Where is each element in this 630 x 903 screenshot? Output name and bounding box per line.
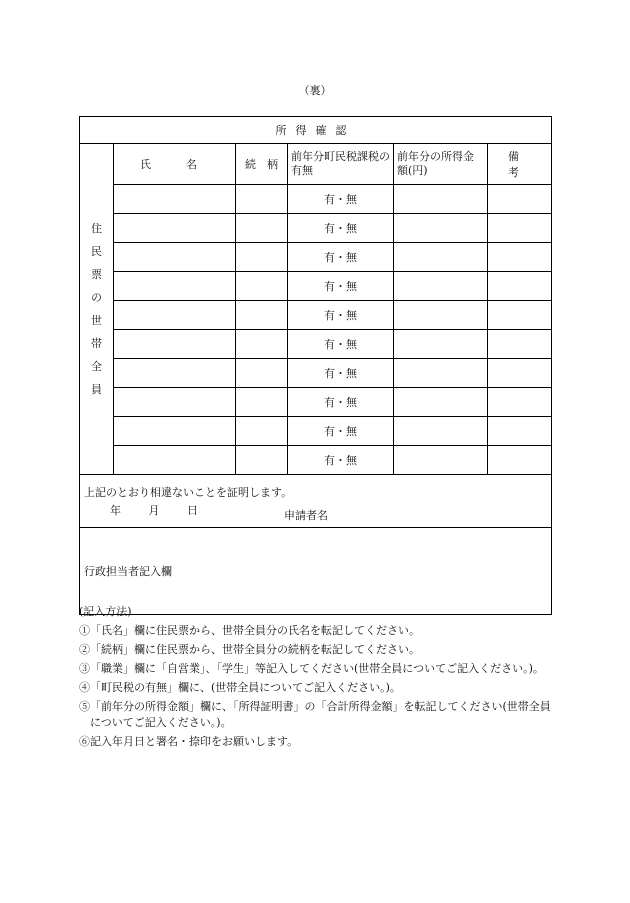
remarks-cell[interactable]: [488, 185, 552, 214]
date-year-field[interactable]: 年: [110, 504, 121, 517]
table-row: [80, 388, 552, 417]
admin-label: 行政担当者記入欄: [84, 565, 172, 578]
side-label-char: 票: [91, 268, 102, 281]
column-header-income: 前年分の所得金額(円): [394, 144, 488, 185]
tax-status-cell[interactable]: 有・無: [288, 272, 394, 301]
certification-section: [80, 475, 552, 528]
name-cell[interactable]: [114, 330, 236, 359]
remarks-cell[interactable]: [488, 243, 552, 272]
income-cell[interactable]: [394, 388, 488, 417]
tax-status-cell[interactable]: 有・無: [288, 388, 394, 417]
relation-cell[interactable]: [236, 359, 288, 388]
table-row: [80, 301, 552, 330]
tax-status-cell[interactable]: 有・無: [288, 417, 394, 446]
relation-cell[interactable]: [236, 272, 288, 301]
side-label-char: 員: [91, 383, 102, 396]
column-header-remarks: 備 考: [488, 144, 552, 185]
tax-status-cell[interactable]: 有・無: [288, 330, 394, 359]
name-cell[interactable]: [114, 417, 236, 446]
instructions: [79, 604, 559, 753]
name-cell[interactable]: [114, 388, 236, 417]
name-cell[interactable]: [114, 446, 236, 475]
tax-status-cell[interactable]: 有・無: [288, 185, 394, 214]
page-heading: （裏）: [298, 84, 332, 97]
tax-status-cell[interactable]: 有・無: [288, 214, 394, 243]
instruction-item: ③「職業」欄に「自営業」、「学生」等記入してください(世帯全員についてご記入ください。)。: [79, 662, 544, 675]
name-cell[interactable]: [114, 185, 236, 214]
tax-status-cell[interactable]: 有・無: [288, 301, 394, 330]
instruction-item: ⑥記入年月日と署名・捺印をお願いします。: [79, 735, 299, 748]
remarks-cell[interactable]: [488, 301, 552, 330]
name-cell[interactable]: [114, 359, 236, 388]
income-confirmation-table: [79, 116, 552, 615]
relation-cell[interactable]: [236, 446, 288, 475]
applicant-name-label: 申請者名: [284, 509, 328, 522]
relation-cell[interactable]: [236, 417, 288, 446]
table-row: [80, 185, 552, 214]
tax-status-cell[interactable]: 有・無: [288, 359, 394, 388]
income-cell[interactable]: [394, 301, 488, 330]
remarks-cell[interactable]: [488, 272, 552, 301]
remarks-cell[interactable]: [488, 330, 552, 359]
name-cell[interactable]: [114, 243, 236, 272]
tax-status-cell[interactable]: 有・無: [288, 243, 394, 272]
income-cell[interactable]: [394, 214, 488, 243]
date-day-field[interactable]: 日: [187, 504, 198, 517]
side-label-char: 全: [91, 360, 102, 373]
admin-section[interactable]: [80, 528, 552, 615]
remarks-cell[interactable]: [488, 359, 552, 388]
income-cell[interactable]: [394, 272, 488, 301]
household-members-label: [80, 144, 114, 475]
table-row: [80, 214, 552, 243]
name-cell[interactable]: [114, 272, 236, 301]
remarks-cell[interactable]: [488, 446, 552, 475]
side-label-char: 民: [91, 245, 102, 258]
side-label-char: 世: [91, 314, 102, 327]
relation-cell[interactable]: [236, 388, 288, 417]
table-row: [80, 359, 552, 388]
side-label-char: 住: [91, 222, 102, 235]
remarks-cell[interactable]: [488, 417, 552, 446]
table-row: [80, 243, 552, 272]
income-cell[interactable]: [394, 417, 488, 446]
table-row: [80, 417, 552, 446]
instruction-item: ④「町民税の有無」欄に、(世帯全員についてご記入ください。)。: [79, 681, 401, 694]
table-row: [80, 330, 552, 359]
name-cell[interactable]: [114, 301, 236, 330]
side-label-char: 帯: [91, 337, 102, 350]
table-row: [80, 272, 552, 301]
column-header-name: 氏 名: [114, 144, 236, 185]
instruction-item: ⑤「前年分の所得金額」欄に、「所得証明書」の「合計所得金額」を転記してください(世帯全員についてご記入ください。)。: [79, 700, 551, 729]
relation-cell[interactable]: [236, 301, 288, 330]
date-month-field[interactable]: 月: [148, 504, 160, 517]
table-row: [80, 446, 552, 475]
income-cell[interactable]: [394, 330, 488, 359]
income-cell[interactable]: [394, 446, 488, 475]
column-header-relation: 続 柄: [236, 144, 288, 185]
tax-status-cell[interactable]: 有・無: [288, 446, 394, 475]
relation-cell[interactable]: [236, 330, 288, 359]
instruction-item: ②「続柄」欄に住民票から、世帯全員分の続柄を転記してください。: [79, 643, 420, 656]
instruction-item: ①「氏名」欄に住民票から、世帯全員分の氏名を転記してください。: [79, 624, 420, 637]
income-cell[interactable]: [394, 359, 488, 388]
remarks-cell[interactable]: [488, 214, 552, 243]
income-cell[interactable]: [394, 243, 488, 272]
name-cell[interactable]: [114, 214, 236, 243]
relation-cell[interactable]: [236, 214, 288, 243]
relation-cell[interactable]: [236, 243, 288, 272]
instructions-heading: (記入方法): [79, 605, 132, 618]
certification-text: 上記のとおり相違ないことを証明します。: [84, 486, 293, 499]
side-label-char: の: [91, 291, 102, 304]
relation-cell[interactable]: [236, 185, 288, 214]
income-cell[interactable]: [394, 185, 488, 214]
remarks-cell[interactable]: [488, 388, 552, 417]
column-header-tax: 前年分町民税課税の有無: [288, 144, 394, 185]
form-title: 所得確認: [80, 117, 552, 144]
